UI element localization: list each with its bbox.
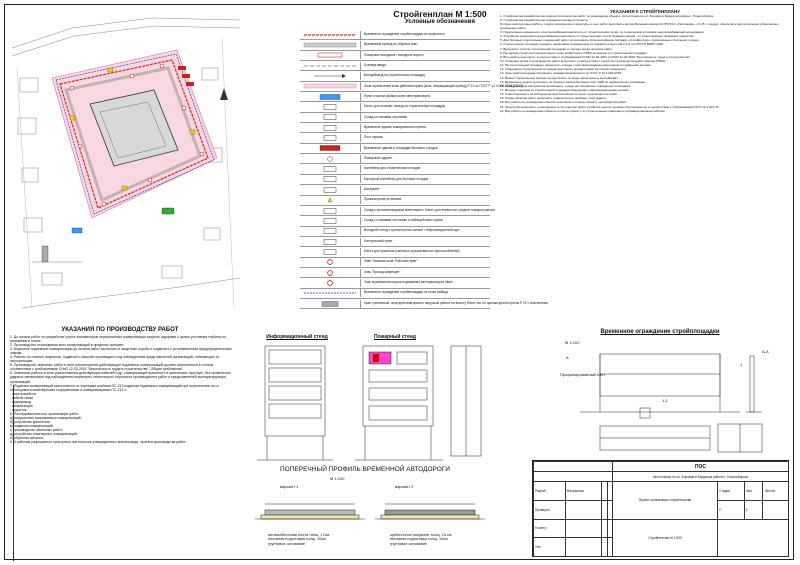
legend-label: Места для хранения (сменных грузозахватных приспособлений) <box>364 249 460 254</box>
work-instruction-item: 2. Производство откапывания всех коммуникаций в пределах траншеи. <box>10 343 125 348</box>
road-v1-layer-2: песчаная подготовка толщ. 10см <box>268 537 326 542</box>
legend-row <box>300 268 490 278</box>
legend-label: Въездной стенд с транспортной схемой / Информационный щит <box>364 228 460 233</box>
legend-label: Кран гусеничный, зона действия крана с загрузкой работа на высоту более 4м, по циклам длина стрелы Р 21 с пояснением <box>364 300 548 305</box>
legend-label: Склад со схемами строповки и таблицей масс грузов <box>364 218 443 223</box>
legend-row <box>300 102 490 112</box>
stamp-row-2: Н.контр. <box>534 519 566 538</box>
road-profile-scale: М 1:100 <box>330 476 345 481</box>
stamp-row-0: Разраб. <box>534 482 566 501</box>
left-notes-list <box>10 335 232 444</box>
info-stand-title: Информационный стенд <box>266 334 328 340</box>
fence-section-aa: А-А <box>762 349 769 354</box>
legend-symbol-fence-net <box>300 289 361 297</box>
stamp-stage: П <box>718 500 744 519</box>
notes-list <box>500 15 788 114</box>
legend-label: Биотуалет <box>364 187 380 192</box>
work-instruction-item: - водопровод <box>10 399 31 404</box>
note-item: 10. Установку крана и производство работ выполнять в соответствии с проектом производства работ краном (ППРк). <box>500 58 667 63</box>
note-item: 7. Выполнить очистку строительной площадки от мусора перед началом работ. <box>500 46 613 51</box>
note-item: 8. На период строительства выполнить пункт мойки колес (ПМК) на выезде со строительной площадки. <box>500 50 648 55</box>
legend-row <box>300 196 490 206</box>
work-instruction-item: а) нарушенных вскрываемых коммуникаций; <box>10 415 82 420</box>
note-item: Погрузо-разгрузочные работы, подачу материалов и арматуры в зону работ выполнять автомобильным краном КС-55713-1 «Галичанин», г/п 25 т, следует обеспечить кругом кольцом и безопасное проведение работ. <box>500 22 779 30</box>
fence-profsheet-label: Профилированный лист <box>560 372 606 377</box>
note-item: 5. Для бытовых строительных помещений работ использовать блок-контейнеры поставки «Стройресурс», приписанные к бытовому городку. <box>500 38 700 43</box>
stamp-row-3: Утв. <box>534 538 566 557</box>
road-variant-1: вариант 1 <box>280 484 299 489</box>
work-instruction-item: 7. Подвеска коммуникаций выполняется по чертежам альбома ПС-213 подвески подземных коммуникаций при пересечении их со строящимися инженерными сооружениями и коммуникациями ПС-213 л: <box>10 383 219 392</box>
note-item: 12. Освещение строительной площадки выполнить прожекторами на опорах освещения. <box>500 67 627 72</box>
legend-row <box>300 216 490 226</box>
work-instruction-item: 1. До начала работ по разработке грунта экскаватором перекопанные коммуникации вскрыть шурфами с целью уточнения глубины их заложения в плане. <box>10 335 226 344</box>
fire-stand-title: Пожарный стенд <box>374 334 416 340</box>
legend-symbol-crane <box>300 300 361 308</box>
legend-symbol-box <box>300 124 361 132</box>
fence-mark-1: 1 <box>740 362 743 367</box>
note-item: 3. Подключение временного электроснабжения выполнить от существующих сетей, по техническим условиям энергоснабжающей организации. <box>500 29 705 34</box>
stamp-row-1: Проверил <box>534 500 566 519</box>
work-instruction-item: б) устройство крепления; <box>10 419 51 424</box>
legend-label: Место для стоянки / выезд на строительную площадку <box>364 104 446 109</box>
legend-row <box>300 51 490 61</box>
legend-label: Временное ограждение стройплощадки из профлиста <box>364 31 445 36</box>
legend-row <box>300 71 490 81</box>
legend-label: Временный проезд из сборных плит <box>364 42 418 47</box>
stamp-stage-header: Стадия <box>718 482 744 501</box>
site-plan-drawing <box>12 8 240 316</box>
work-instruction-item: 4. Работы по откопке, вскрытию, подвеске и засыпке производить под наблюдением представителей организаций, отвечающих за эксплуатацию. <box>10 355 219 364</box>
legend-symbol-sign <box>300 269 361 277</box>
legend-symbol-box <box>300 165 361 173</box>
road-v2-layer-3: грунтовое основание <box>390 541 428 546</box>
legend-label: Контейнер для строительных отходов <box>364 166 421 171</box>
legend-row <box>300 82 524 92</box>
legend-symbol-road <box>300 41 361 49</box>
stamp-code: ПОС <box>612 462 788 472</box>
work-instruction-item: 5. Производство земляных работ в зоне расположения действующих подземных коммуникаций должно выполняться в точном соответствии с требованиями СНиП 12-03-2001 "Безопасность труда в строительстве". Общие требования". <box>10 363 213 372</box>
legend-symbol-box <box>300 113 361 121</box>
legend-row <box>300 237 490 247</box>
legend-label: Мусорный контейнер для бытовых отходов <box>364 176 429 181</box>
legend-table <box>300 30 548 309</box>
legend-symbol-box <box>300 207 361 215</box>
legend-symbol-box <box>300 227 361 235</box>
note-item: 2. Стройгенплан разработан на основании основного проекта. <box>500 18 589 23</box>
legend-symbol-fence-red <box>300 31 361 39</box>
legend-row <box>300 289 490 299</box>
road-profile-drawing <box>255 490 485 535</box>
fence-scale: М 1:100 <box>565 340 580 345</box>
note-item: 11. На строительной площадке разместить стенды с противопожарным инвентарем и пожарными щитами. <box>500 63 652 68</box>
legend-symbol-wash <box>300 93 361 101</box>
work-instruction-item: - электрокабели <box>10 391 36 396</box>
fence-drawing <box>540 346 790 458</box>
legend-row <box>300 30 490 40</box>
left-notes-title: УКАЗАНИЯ ПО ПРОИЗВОДСТВУ РАБОТ <box>61 327 179 333</box>
work-instruction-item: е) обратная засыпка. <box>10 436 44 441</box>
note-item: 17. Въезды и выезды со строительной площадки оборудовать информационными щитами. <box>500 87 630 92</box>
legend-row <box>300 154 490 164</box>
legend-label: Контрольный пункт <box>364 238 393 243</box>
legend-label: Временное здание коммунального пункта <box>364 124 427 129</box>
legend-label: Склад с противопожарным инвентарем / Место для первичных средств пожаротушения <box>364 207 495 212</box>
work-instruction-item: 6. Земляные работы в зоне расположения действующих кабелей и др. коммуникаций выполнять в креплениях, вручную, без применения ударных механизмов под наблюдением инженерно-технического персонала производителя работ и представителей эксплуатирующих организаций. <box>10 371 231 384</box>
work-instruction-item: 3. Вскрытые подземные коммуникации до начала работ заключить в защитные короба и подвесить к установленным предупредительным знакам. <box>10 347 232 356</box>
legend-row <box>300 61 490 71</box>
legend-label: Пост охраны <box>364 135 383 140</box>
legend-symbol-box <box>300 248 361 256</box>
legend-row <box>300 144 490 154</box>
stands-drawing <box>255 342 495 464</box>
work-instruction-item: в) подвеска коммуникаций; <box>10 424 54 429</box>
legend-symbol-dash <box>300 62 361 70</box>
legend-label: Пожарные выходные / въездные ворота <box>364 52 424 57</box>
legend-row <box>300 133 490 143</box>
stamp-author: Малашенко <box>565 482 602 501</box>
legend-row <box>300 164 490 174</box>
legend-symbol-pink <box>300 82 361 90</box>
legend-subtitle: Условные обозначения <box>405 19 475 25</box>
work-instruction-item: - канализация <box>10 403 33 408</box>
legend-label: Пожарный гидрант <box>364 156 392 160</box>
note-item: 14. Вывоз строительного мусора осуществлять по мере накопления в контейнерах. <box>500 75 619 80</box>
road-profile-title: ПОПЕРЕЧНЫЙ ПРОФИЛЬ ВРЕМЕННОЙ АВТОДОРОГИ <box>280 466 450 473</box>
legend-row <box>300 185 490 195</box>
note-item: 6. Строительную площадку оградить временным ограждением из профлиста высотой 2,0 м по ГОСТ Р 58967-2020. <box>500 42 664 47</box>
road-v2-layer-2: песчаная подготовка толщ. 10см <box>390 537 448 542</box>
legend-label: Зона ограничения зоны действия крана (знак, запрещающий проход) Р 21 по ГОСТ Р 12.4.026-2015 (ГОСТ) <box>364 83 524 88</box>
stamp-work: Проект организации строительства <box>612 482 717 520</box>
fence-mark-a: А <box>566 355 569 360</box>
legend-row <box>300 299 548 309</box>
stamp-sheets-header: Листов <box>763 482 789 501</box>
legend-label: Знак "Проход запрещен" <box>364 269 401 274</box>
legend-symbol-sign <box>300 258 361 266</box>
legend-label: Въезд/Выезд на строительную площадку <box>364 73 425 78</box>
fence-section-11: 1-1 <box>662 398 668 403</box>
legend-symbol-box <box>300 103 361 111</box>
legend-symbol-arrow <box>300 72 361 80</box>
note-item: 9. Все работы выполнять в соответствии с требованиями СНиП 12-03-2001 и СНиП 12-04-2002 "Безопасность труда в строительстве". <box>500 54 692 59</box>
legend-label: Временное ограждение стройплощадки из сетки рабицы <box>364 290 449 295</box>
legend-symbol-circle <box>300 155 361 163</box>
road-v2-layer-1: щебеночное покрытие толщ. 15 см <box>390 533 452 537</box>
stamp-object: Автостоянка по ул. Боровая в Бердском районе г. Новосибирска <box>612 472 788 482</box>
note-item: 16. Складирование материалов производить только на специально отведенных площадках. <box>500 83 632 88</box>
note-item: 13. Зоны действия крана обозначить знаками безопасности по ГОСТ Р 12.4.026-2015. <box>500 71 622 76</box>
note-item: 21. Электробезопасность и освещенность на участках работ и рабочих местах должны обеспечиваться в соответствии с требованиями ГОСТ 12.1.013-78. <box>500 104 720 109</box>
legend-label: Знак ограничения скорости движения автотранспорта 5км/ч <box>364 280 453 285</box>
work-instruction-item: 9. К работам разрешается приступать при наличии утвержденного землеотвода, проекта производства работ. <box>10 440 187 445</box>
legend-label: Пункт очистки (мойки) колес автотранспорта <box>364 93 431 98</box>
legend-row <box>300 278 490 288</box>
work-instruction-item: 8. Последовательность организации работ: <box>10 411 80 416</box>
legend-row <box>300 175 490 185</box>
notes-title: УКАЗАНИЯ К СТРОЙГЕНПЛАНУ <box>610 9 680 14</box>
legend-symbol-box <box>300 238 361 246</box>
legend-label: Граница ввода <box>364 62 386 67</box>
legend-symbol-light <box>300 196 361 204</box>
note-item: 1. Стройгенплан разработан на период строительства работ по возведению объекта: Автостоянка на ул. Боровая в Бердском районе г. Новосибирска. <box>500 14 714 18</box>
stamp-sheet-header: Лист <box>744 482 763 501</box>
legend-row <box>300 258 490 268</box>
legend-symbol-box <box>300 186 361 194</box>
legend-label: Знак "Опасная зона. Работает кран" <box>364 259 418 264</box>
road-v1-layer-1: железобетонная плита толщ. 17см <box>268 533 330 537</box>
legend-row <box>300 206 495 216</box>
legend-symbol-box <box>300 217 361 225</box>
legend-row <box>300 247 490 257</box>
road-v1-layer-3: грунтовое основание <box>268 541 306 546</box>
legend-row <box>300 40 490 50</box>
legend-symbol-box <box>300 134 361 142</box>
site-plan <box>12 8 240 316</box>
legend-label: Склад со схемами строповки <box>364 114 408 119</box>
note-item: 18. Ответственность за соблюдение мер безопасности несет производитель работ. <box>500 92 619 97</box>
legend-symbol-sign <box>300 279 361 287</box>
legend-row <box>300 227 490 237</box>
legend-symbol-box <box>300 175 361 183</box>
legend-label: Временные здания и площадки бытового городка <box>364 145 438 150</box>
legend-symbol-redbox <box>300 144 361 152</box>
note-item: 22. Все работы по возведению объекта согласно проекту по строительным правилам и производственным работам. <box>500 108 666 113</box>
legend-title: Стройгенплан М 1:500 <box>393 9 487 19</box>
road-variant-2: вариант 2 <box>395 484 414 489</box>
note-item: 20. Все работы по возведению объекта выполнять согласно проекту производства работ. <box>500 100 627 105</box>
legend-row <box>300 113 490 123</box>
fence-title: Временное ограждение стройплощадки <box>600 329 720 335</box>
title-block <box>532 460 789 557</box>
work-instruction-item: - кабели связи <box>10 395 34 400</box>
legend-row <box>300 92 490 102</box>
work-instruction-item: - водосток. <box>10 407 28 412</box>
work-instruction-item: г) производство земляных работ; <box>10 428 63 433</box>
note-item: 15. Временные дороги выполнить из сборных железобетонных плит ПДН по щебеночному основанию. <box>500 79 646 84</box>
stamp-sheet-no: 2 <box>744 500 763 519</box>
legend-label: Прожекторная установка <box>364 197 402 202</box>
legend-symbol-gate <box>300 51 361 59</box>
note-item: 4. Устройство временного водоснабжения выполнить от существующих сетей. Пожаротушение - от существующих пожарных гидрантов. <box>500 34 695 39</box>
legend-row <box>300 123 490 133</box>
stamp-sheet-title: Стройгенплан М 1:500 <box>612 519 717 557</box>
work-instruction-item: д) устройство инженерных коммуникаций; <box>10 432 78 437</box>
note-item: 19. Перед началом работ выполнить геодезическую разбивку осей здания. <box>500 96 607 101</box>
